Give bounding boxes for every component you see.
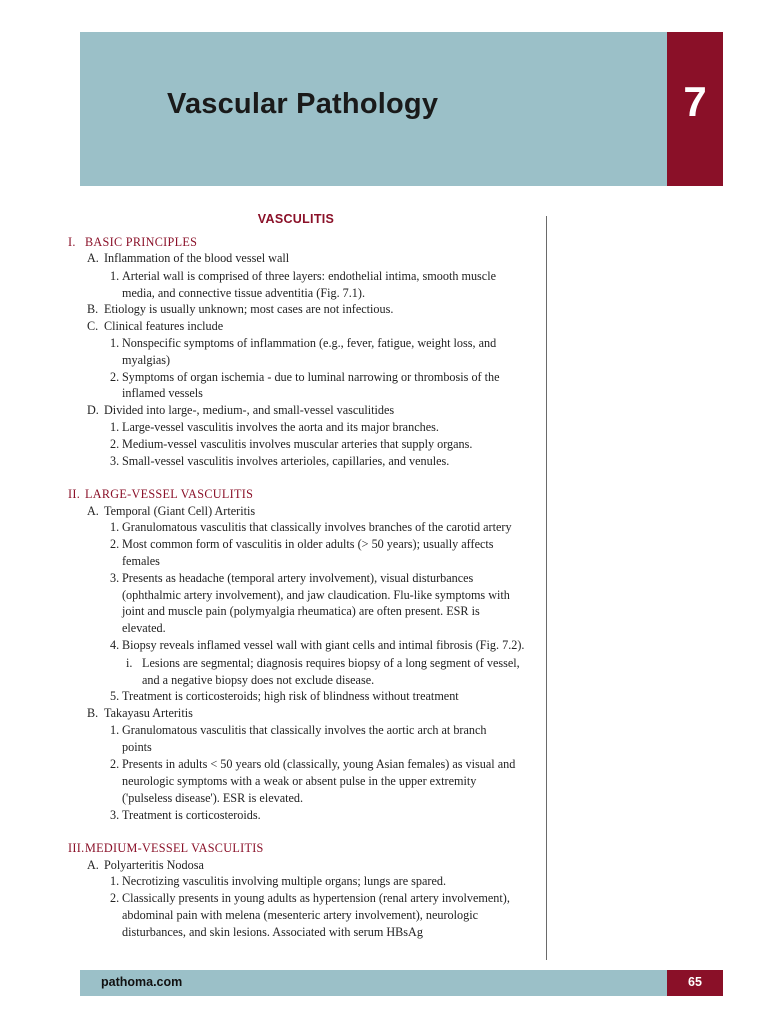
- outline-text: Lesions are segmental; diagnosis requires biopsy of a long segment of vessel,: [142, 656, 520, 670]
- outline-marker: II.: [68, 487, 81, 501]
- outline-text: Etiology is usually unknown; most cases are not infectious.: [104, 302, 394, 316]
- outline-marker: B.: [87, 302, 99, 316]
- page-number: 65: [688, 975, 702, 989]
- outline-text: females: [122, 554, 160, 568]
- outline-marker: 2.: [110, 537, 120, 551]
- outline-marker: 5.: [110, 689, 120, 703]
- chapter-number: 7: [683, 78, 707, 125]
- outline-text: Biopsy reveals inflamed vessel wall with giant cells and intimal fibrosis (Fig. 7.2).: [122, 638, 525, 652]
- outline-text: inflamed vessels: [122, 386, 203, 400]
- outline-marker: 1.: [110, 420, 120, 434]
- footer-site: pathoma.com: [101, 975, 183, 989]
- outline-text: Divided into large-, medium-, and small-vessel vasculitides: [104, 403, 395, 417]
- outline-text: Small-vessel vasculitis involves arterioles, capillaries, and venules.: [122, 454, 450, 468]
- outline-marker: D.: [87, 403, 99, 417]
- outline-marker: A.: [87, 251, 99, 265]
- outline-marker: B.: [87, 706, 99, 720]
- outline-marker: 1.: [110, 269, 120, 283]
- outline-text: myalgias): [122, 353, 171, 367]
- outline-marker: 1.: [110, 336, 120, 350]
- outline-text: disturbances, and skin lesions. Associated with serum HBsAg: [122, 925, 423, 939]
- outline-text: (ophthalmic artery involvement), and jaw claudication. Flu-like symptoms with: [122, 588, 510, 602]
- outline-marker: 2.: [110, 757, 120, 771]
- outline-text: joint and muscle pain (polymyalgia rheumatica) are often present. ESR is: [122, 604, 480, 618]
- outline-heading: LARGE-VESSEL VASCULITIS: [85, 487, 254, 501]
- outline-marker: I.: [68, 235, 76, 249]
- outline-marker: 1.: [110, 723, 120, 737]
- outline-text: Most common form of vasculitis in older adults (> 50 years); usually affects: [122, 537, 494, 551]
- outline-text: Necrotizing vasculitis involving multiple organs; lungs are spared.: [122, 874, 447, 888]
- outline-text: Temporal (Giant Cell) Arteritis: [104, 504, 256, 518]
- outline-text: abdominal pain with melena (mesenteric artery involvement), neurologic: [122, 908, 479, 922]
- outline-text: ('pulseless disease'). ESR is elevated.: [122, 791, 304, 805]
- outline-marker: i.: [126, 656, 133, 670]
- outline-text: Polyarteritis Nodosa: [104, 858, 204, 872]
- outline-text: Nonspecific symptoms of inflammation (e.g., fever, fatigue, weight loss, and: [122, 336, 497, 350]
- outline-text: Granulomatous vasculitis that classically involves branches of the carotid artery: [122, 520, 512, 534]
- outline-marker: 3.: [110, 454, 120, 468]
- outline-marker: 3.: [110, 571, 120, 585]
- column-divider: [546, 216, 547, 960]
- outline-text: Arterial wall is comprised of three layers: endothelial intima, smooth muscle: [122, 269, 496, 283]
- section-heading: VASCULITIS: [257, 212, 335, 226]
- outline-text: Treatment is corticosteroids.: [122, 808, 261, 822]
- outline-marker: A.: [87, 504, 99, 518]
- outline-marker: 1.: [110, 520, 120, 534]
- chapter-title: Vascular Pathology: [167, 88, 439, 120]
- outline-text: Clinical features include: [104, 319, 224, 333]
- outline-text: Granulomatous vasculitis that classically involves the aortic arch at branch: [122, 723, 487, 737]
- outline-text: Classically presents in young adults as hypertension (renal artery involvement),: [122, 891, 510, 905]
- outline-text: Medium-vessel vasculitis involves muscular arteries that supply organs.: [122, 437, 473, 451]
- outline-marker: C.: [87, 319, 99, 333]
- outline-text: points: [122, 740, 152, 754]
- outline-text: Takayasu Arteritis: [104, 706, 193, 720]
- outline-text: and a negative biopsy does not exclude disease.: [142, 673, 375, 687]
- outline-marker: 2.: [110, 437, 120, 451]
- outline-text: elevated.: [122, 621, 166, 635]
- outline-marker: 1.: [110, 874, 120, 888]
- outline-text: Presents as headache (temporal artery involvement), visual disturbances: [122, 571, 474, 585]
- outline-text: media, and connective tissue adventitia (Fig. 7.1).: [122, 286, 366, 300]
- outline-marker: 2.: [110, 370, 120, 384]
- outline-marker: 2.: [110, 891, 120, 905]
- outline-text: Presents in adults < 50 years old (classically, young Asian females) as visual and: [122, 757, 516, 771]
- outline-marker: III.: [68, 841, 85, 855]
- outline-text: Inflammation of the blood vessel wall: [104, 251, 290, 265]
- outline-heading: BASIC PRINCIPLES: [85, 235, 198, 249]
- outline-text: Symptoms of organ ischemia - due to luminal narrowing or thrombosis of the: [122, 370, 500, 384]
- outline-marker: 3.: [110, 808, 120, 822]
- outline-marker: 4.: [110, 638, 120, 652]
- outline-text: neurologic symptoms with a weak or absent pulse in the upper extremity: [122, 774, 477, 788]
- outline-text: Treatment is corticosteroids; high risk of blindness without treatment: [122, 689, 459, 703]
- outline-heading: MEDIUM-VESSEL VASCULITIS: [85, 841, 264, 855]
- outline-marker: A.: [87, 858, 99, 872]
- outline-text: Large-vessel vasculitis involves the aorta and its major branches.: [122, 420, 439, 434]
